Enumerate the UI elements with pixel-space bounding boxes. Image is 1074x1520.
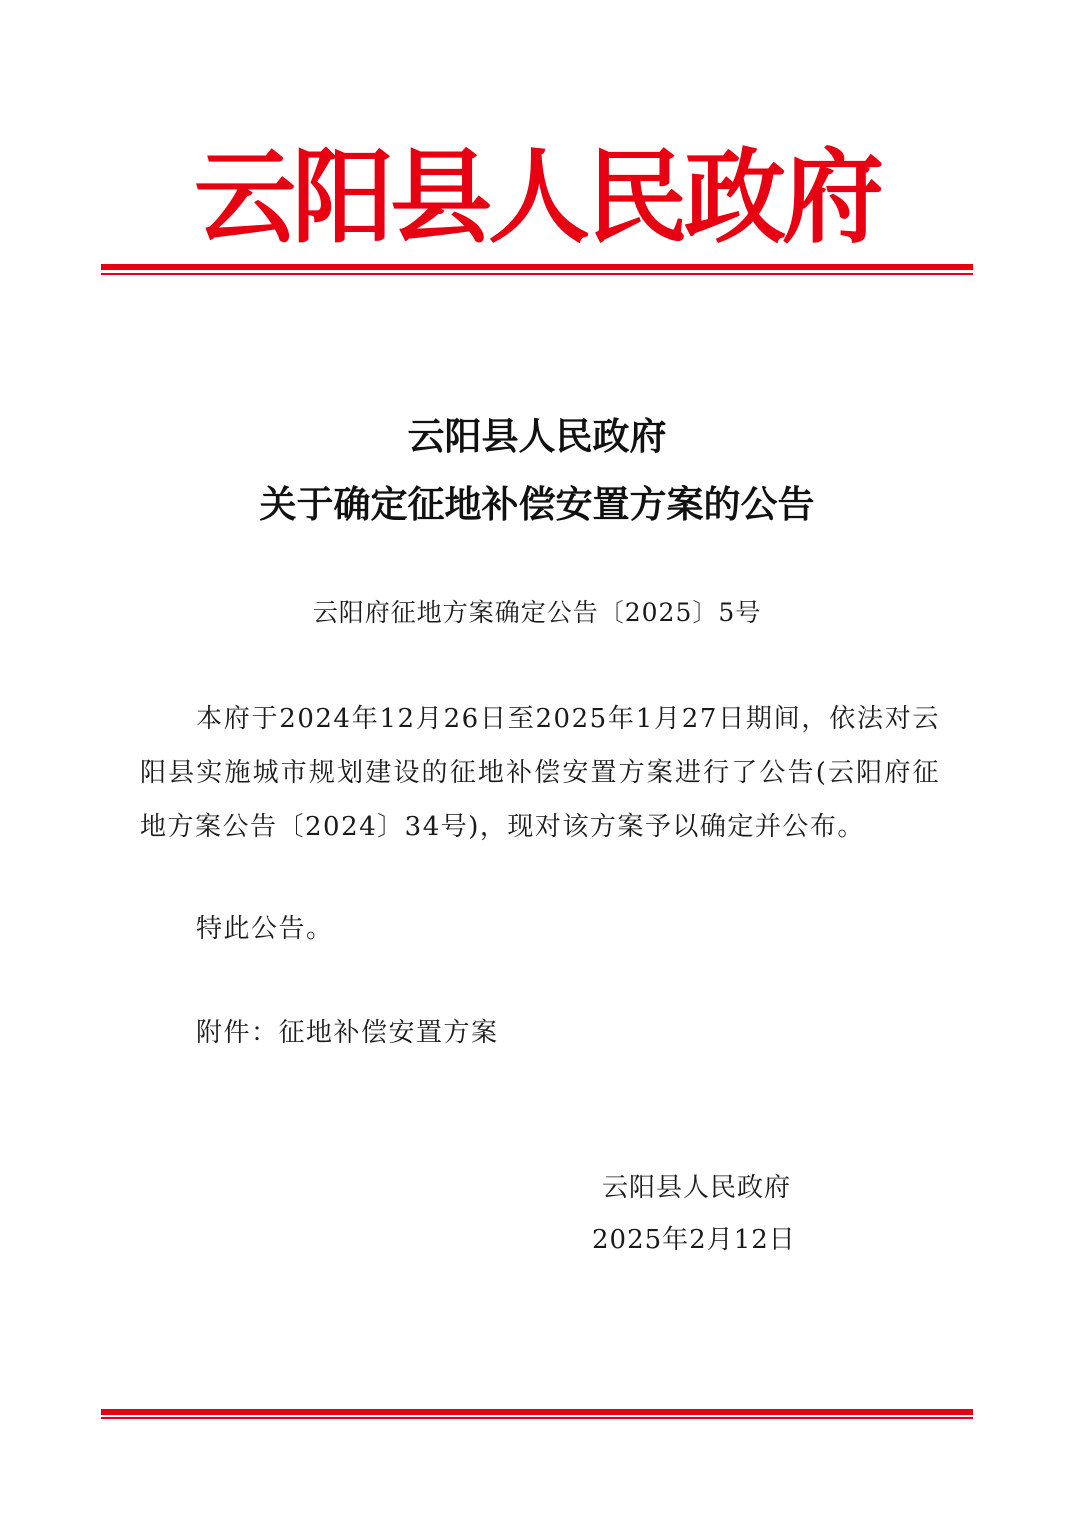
masthead-divider-thin [101,273,973,275]
masthead-title: 云阳县人民政府 [194,138,880,258]
document-title-line2: 关于确定征地补偿安置方案的公告 [259,482,815,526]
body-paragraph: 本府于2024年12月26日至2025年1月27日期间，依法对云阳县实施城市规划建设的征地补偿安置方案进行了公告(云阳府征地方案公告〔2024〕34号)，现对该方案予以确定并公布。 [140,704,940,842]
footer-divider-thick [101,1409,973,1415]
masthead-divider-thick [101,264,973,270]
closing-paragraph: 特此公告。 [196,914,334,944]
document-title-line1: 云阳县人民政府 [407,414,667,458]
signature-date: 2025年2月12日 [592,1225,796,1255]
footer-divider-thin [101,1417,973,1419]
document-number: 云阳府征地方案确定公告〔2025〕5号 [312,598,762,627]
signature-organization: 云阳县人民政府 [602,1173,792,1203]
attachment-line: 附件：征地补偿安置方案 [196,1018,499,1048]
